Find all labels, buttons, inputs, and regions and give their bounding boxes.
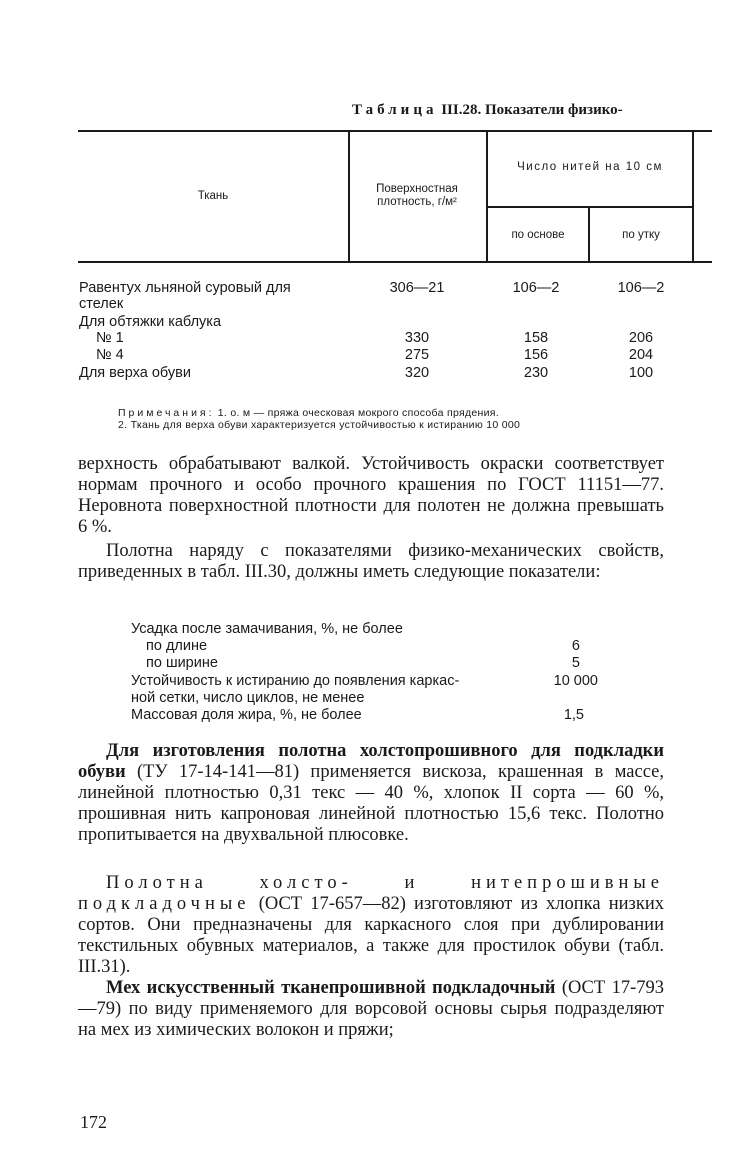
paragraph-4-body: (ОСТ 17-657—82) изготовляют из хлопка низких сортов. Они предназначены для каркасного слоя при дублировании текстильных обувных материалов, а также для простилок обуви (табл. III.31). (78, 894, 664, 977)
paragraph-4-term: Полотна холсто- и нитепрошивные подкладочные (78, 873, 664, 914)
spec-value: 6 (571, 638, 580, 654)
table-row-name: стелек (79, 296, 124, 312)
table-row-name: Для верха обуви (79, 365, 191, 381)
table-caption-label: Таблица (352, 102, 438, 118)
table-caption-title: III.28. Показатели физико- (441, 102, 623, 118)
table-col-divider-1 (348, 132, 350, 261)
table-row-name: № 4 (96, 347, 124, 363)
table-row-weft: 100 (628, 365, 654, 381)
spec-label: по ширине (146, 655, 218, 671)
spec-label: ной сетки, число циклов, не менее (131, 690, 365, 706)
spec-label: Усадка после замачивания, %, не более (131, 621, 403, 637)
paragraph-2: Полотна наряду с показателями физико-механических свойств, приведенных в табл. III.30, должны иметь следующие показатели: (78, 541, 664, 582)
table-header-bottom-rule (78, 261, 712, 263)
header-fabric: Ткань (197, 190, 229, 202)
table-row-warp: 230 (523, 365, 549, 381)
table-row-warp: 106—2 (512, 280, 560, 296)
paragraph-3-body: (ТУ 17-14-141—81) применяется вискоза, крашенная в массе, линейной плотностью 0,31 текс — 40 %, хлопок II сорта — 60 %, прошивная нить капроновая линейной плотностью 15,6 текс. Полотно пропитывается на двухвальной плюсовке. (78, 762, 664, 845)
table-notes (118, 407, 698, 431)
header-threads: Число нитей на 10 см (517, 161, 663, 173)
page-number: 172 (80, 1112, 107, 1132)
header-density: Поверхностная плотность, г/м² (376, 183, 458, 208)
table-row-density: 275 (404, 347, 430, 363)
paragraph-4 (78, 873, 664, 978)
paragraph-5-body: (ОСТ 17-793—79) по виду применяемого для ворсовой основы сырья подразделяют на мех из химических волокон и пряжи; (78, 978, 664, 1040)
spec-value: 1,5 (563, 707, 584, 723)
table-row-weft: 106—2 (617, 280, 665, 296)
paragraph-3-term: Для изготовления полотна холстопрошивного для подкладки обуви (78, 741, 664, 782)
table-row-name: Для обтяжки каблука (79, 314, 222, 330)
paragraph-5 (78, 978, 664, 1041)
table-row-warp: 158 (523, 330, 549, 346)
table-row-density: 320 (404, 365, 430, 381)
spec-label: по длине (146, 638, 208, 654)
notes-label: Примечания: (118, 407, 215, 419)
table-top-rule (78, 130, 712, 132)
table-row-name: № 1 (96, 330, 124, 346)
spec-label: Устойчивость к истиранию до появления каркас- (131, 673, 460, 689)
header-warp: по основе (511, 229, 565, 241)
paragraph-5-term: Мех искусственный тканепрошивной подкладочный (106, 978, 556, 998)
header-weft: по утку (622, 229, 660, 241)
table-row-warp: 156 (523, 347, 549, 363)
paragraph-3 (78, 741, 664, 846)
notes-line-2: 2. Ткань для верха обуви характеризуется устойчивостью к истиранию 10 000 (118, 419, 521, 431)
spec-value: 10 000 (553, 673, 598, 689)
table-row-weft: 204 (628, 347, 654, 363)
spec-label: Массовая доля жира, %, не более (131, 707, 362, 723)
paragraph-1: верхность обрабатывают валкой. Устойчивость окраски соответствует нормам прочного и особо прочного крашения по ГОСТ 11151—77. Неровнота поверхностной плотности для полотен не должна превышать 6 %. (78, 454, 664, 537)
table-row-weft: 206 (628, 330, 654, 346)
spec-value: 5 (571, 655, 580, 671)
table-row-name: Равентух льняной суровый для (79, 280, 291, 296)
notes-line-1: 1. о. м — пряжа оческовая мокрого способа прядения. (217, 407, 499, 419)
table-caption (352, 102, 623, 119)
table-row-density: 306—21 (389, 280, 445, 296)
table-col-divider-4 (692, 132, 694, 261)
table-row-density: 330 (404, 330, 430, 346)
